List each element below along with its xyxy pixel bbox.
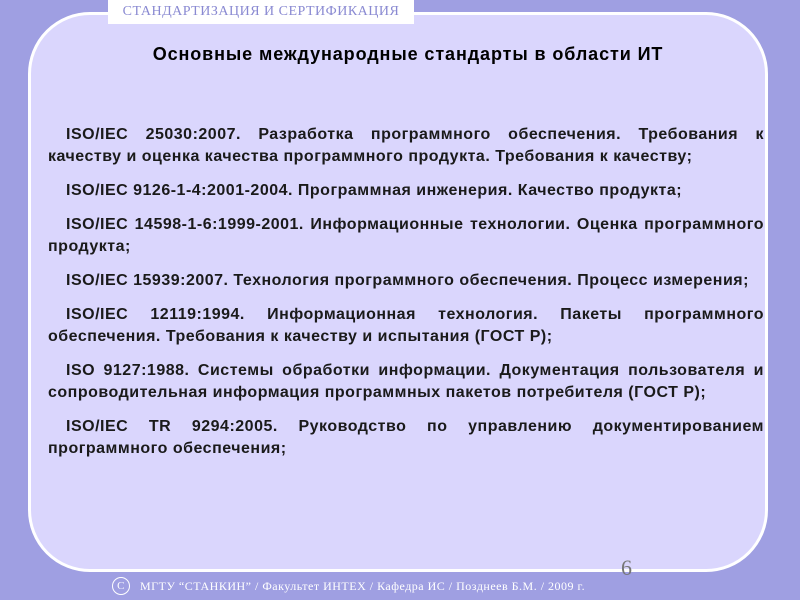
list-item: ISO/IEC 12119:1994. Информационная технология. Пакеты программного обеспечения. Требования к качеству и испытания (ГОСТ Р); — [48, 306, 764, 345]
footer — [112, 576, 585, 596]
copyright-icon: C — [112, 577, 130, 595]
list-item: ISO/IEC 15939:2007. Технология программного обеспечения. Процесс измерения; — [66, 272, 749, 289]
list-item: ISO/IEC 9126-1-4:2001-2004. Программная инженерия. Качество продукта; — [66, 182, 683, 199]
section-label: СТАНДАРТИЗАЦИЯ И СЕРТИФИКАЦИЯ — [108, 0, 414, 24]
list-item: ISO/IEC TR 9294:2005. Руководство по управлению документированием программного обеспечения; — [48, 418, 764, 457]
slide-title: Основные международные стандарты в области ИТ — [152, 44, 664, 64]
list-item: ISO/IEC 25030:2007. Разработка программного обеспечения. Требования к качеству и оценка качества программного продукта. Требования к качеству; — [48, 126, 764, 165]
slide-number: 6 — [621, 555, 632, 580]
list-item: ISO 9127:1988. Системы обработки информации. Документация пользователя и сопроводительная информация программных пакетов потребителя (ГОСТ Р); — [48, 362, 764, 401]
footer-text: МГТУ “СТАНКИН” / Факультет ИНТЕХ / Кафедра ИС / Позднеев Б.М. / 2009 г. — [140, 578, 586, 593]
list-item: ISO/IEC 14598-1-6:1999-2001. Информационные технологии. Оценка программного продукта; — [48, 216, 764, 255]
standards-list — [48, 124, 764, 472]
